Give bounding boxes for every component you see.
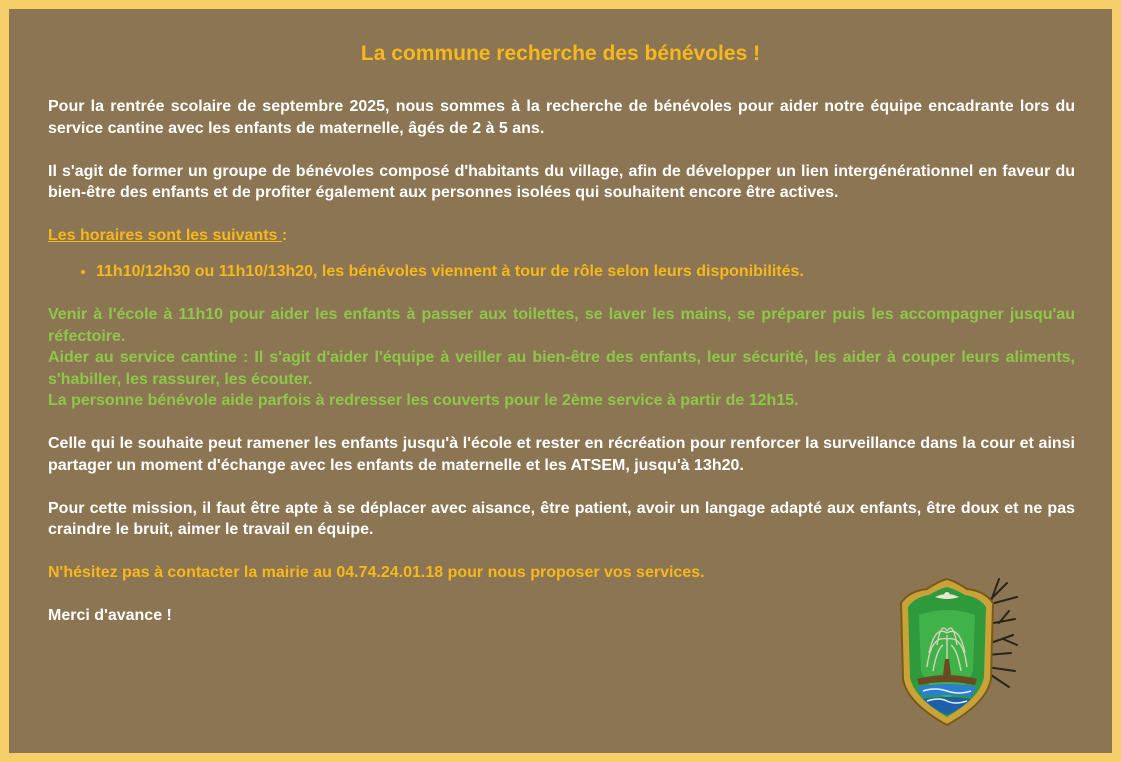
- schedule-list: [48, 261, 1075, 283]
- requirements-paragraph: Pour cette mission, il faut être apte à se déplacer avec aisance, être patient, avoir un langage adapté aux enfants, être doux et ne pas craindre le bruit, aimer le travail en équipe.: [48, 499, 1075, 538]
- announcement-panel: [9, 9, 1112, 753]
- recreation-paragraph: Celle qui le souhaite peut ramener les enfants jusqu'à l'école et rester en récréation pour renforcer la surveillance dans la cour et ainsi partager un moment d'échange avec les enfants de maternelle et les ATSEM, jusqu'à 13h20.: [48, 435, 1075, 474]
- duties-line-2: Aider au service cantine : Il s'agit d'aider l'équipe à veiller au bien-être des enfants, leur sécurité, les aider à couper leurs aliments, s'habiller, les rassurer, les écouter.: [48, 349, 1075, 388]
- duties-line-1: Venir à l'école à 11h10 pour aider les enfants à passer aux toilettes, se laver les mains, se préparer puis les accompagner jusqu'au réfectoire.: [48, 306, 1075, 345]
- announcement-body: [48, 96, 1075, 648]
- contact-paragraph: N'hésitez pas à contacter la mairie au 04.74.24.01.18 pour nous proposer vos services.: [48, 564, 705, 581]
- schedule-heading-text: Les horaires sont les suivants: [48, 227, 282, 244]
- schedule-heading: [48, 225, 1075, 247]
- thanks-paragraph: Merci d'avance !: [48, 607, 172, 624]
- group-paragraph: Il s'agit de former un groupe de bénévoles composé d'habitants du village, afin de développer un lien intergénérationnel en faveur du bien-être des enfants et de profiter également aux personnes isolées qui souhaitent encore être actives.: [48, 162, 1075, 201]
- duties-paragraph: [48, 304, 1075, 412]
- page-title: La commune recherche des bénévoles !: [360, 42, 761, 65]
- village-coat-of-arms-icon: [887, 575, 1021, 729]
- schedule-list-item: • 11h10/12h30 ou 11h10/13h20, les bénévoles viennent à tour de rôle selon leurs disponibilités.: [96, 261, 1075, 283]
- intro-paragraph: Pour la rentrée scolaire de septembre 2025, nous sommes à la recherche de bénévoles pour aider notre équipe encadrante lors du service cantine avec les enfants de maternelle, âgés de 2 à 5 ans.: [48, 98, 1075, 137]
- duties-line-3: La personne bénévole aide parfois à redresser les couverts pour le 2ème service à partir de 12h15.: [48, 392, 799, 409]
- schedule-heading-colon: :: [281, 227, 288, 244]
